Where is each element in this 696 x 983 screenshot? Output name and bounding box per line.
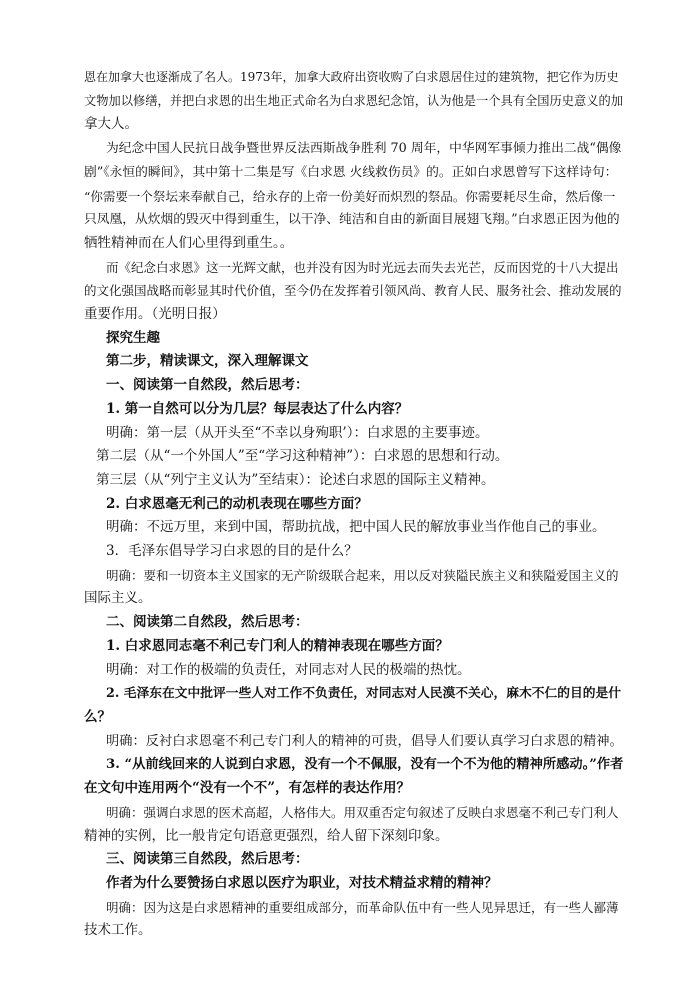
question: 1. 白求恩同志毫不利己专门利人的精神表现在哪些方面？ <box>106 637 449 654</box>
question: 3. “从前线回来的人说到白求恩，没有一个不佩服，没有一个不为他的精神所感动。”作者 <box>106 757 624 773</box>
question: 1. 第一自然可以分为几层？每层表达了什么内容？ <box>106 400 409 417</box>
answer-line: 第三层（从“列宁主义认为”至结束）：论述白求恩的国际主义精神。 <box>96 471 495 488</box>
paragraph-line: 牺牲精神而在人们心里得到重生。。 <box>84 234 294 251</box>
question: 3．毛泽东倡导学习白求恩的目的是什么？ <box>106 543 358 560</box>
question: 在文句中连用两个“没有一个不”，有怎样的表达作用？ <box>84 780 411 797</box>
answer-line: 精神的实例，比一般肯定句语意更强烈，给人留下深刻印象。 <box>84 827 449 844</box>
paragraph-line: “你需要一个祭坛来奉献自己，给永存的上帝一份美好而炽烈的祭品。你需要耗尽生命，然后像一 <box>84 188 616 204</box>
section-heading: 探究生趣 <box>106 329 160 346</box>
answer-line: 明确：强调白求恩的医术高超，人格伟大。用双重否定句叙述了反映白求恩毫不利己专门利人 <box>106 804 619 820</box>
question: 2. 毛泽东在文中批评一些人对工作不负责任，对同志对人民漠不关心，麻木不仁的目的是什 <box>106 686 621 702</box>
question-heading: 三、阅读第三自然段，然后思考： <box>106 851 309 868</box>
document-page <box>84 66 624 943</box>
paragraph-line: 只凤凰，从炊烟的毁灭中得到重生，以干净、纯洁和自由的新面目展翅飞翔。”白求恩正因为他的 <box>84 212 620 228</box>
section-heading: 第二步，精读课文，深入理解课文 <box>106 353 309 370</box>
paragraph-line: 拿大人。 <box>84 116 138 133</box>
paragraph-line: 而《纪念白求恩》这一光辉文献，也并没有因为时光远去而失去光芒，反而因党的十八大提出 <box>106 259 619 275</box>
answer-line: 明确：对工作的极端的负责任，对同志对人民的极端的热忱。 <box>106 661 471 678</box>
answer-line: 明确：反衬白求恩毫不利己专门利人的精神的可贵，倡导人们要认真学习白求恩的精神。 <box>106 733 623 749</box>
answer-line: 第二层（从“一个外国人”至“学习这种精神”）：白求恩的思想和行动。 <box>96 448 509 465</box>
question-heading: 一、阅读第一自然段，然后思考： <box>106 377 309 394</box>
paragraph-line: 恩在加拿大也逐渐成了名人。1973年，加拿大政府出资收购了白求恩居住过的建筑物，把它作为历史 <box>84 70 619 84</box>
paragraph-line: 文物加以修缮，并把白求恩的出生地正式命名为白求恩纪念馆，认为他是一个具有全国历史意义的加 <box>84 93 623 108</box>
paragraph-line: 的文化强国战略而彰显其时代价值，至今仍在发挥着引领风尚、教育人民、服务社会、推动发展的 <box>84 283 622 299</box>
answer-line: 国际主义。 <box>84 590 152 607</box>
question: 么？ <box>84 708 111 725</box>
answer-line: 技术工作。 <box>84 922 152 939</box>
answer-line: 明确：第一层（从开头至“不幸以身殉职’）：白求恩的主要事迹。 <box>106 424 489 441</box>
question-heading: 二、阅读第二自然段，然后思考： <box>106 614 309 631</box>
question: 作者为什么要赞扬白求恩以医疗为职业，对技术精益求精的精神？ <box>106 874 498 891</box>
answer-line: 明确：要和一切资本主义国家的无产阶级联合起来，用以反对狭隘民族主义和狭隘爱国主义的 <box>106 567 619 583</box>
question: 2. 白求恩毫无利己的动机表现在哪些方面？ <box>106 495 368 512</box>
paragraph-line: 剧”《永恒的瞬间》，其中第十二集是写《白求恩 火线救伤员》的。正如白求恩曾写下这样诗句： <box>84 164 618 180</box>
answer-line: 明确：因为这是白求恩精神的重要组成部分，而革命队伍中有一些人见异思迁，有一些人鄙薄 <box>106 899 619 915</box>
paragraph-line: 重要作用。（光明日报） <box>84 306 226 323</box>
paragraph-line: 为纪念中国人民抗日战争暨世界反法西斯战争胜利 70 周年，中华网军事倾力推出二战“偶像 <box>106 141 622 157</box>
answer-line: 明确：不远万里，来到中国，帮助抗战，把中国人民的解放事业当作他自己的事业。 <box>106 519 606 536</box>
